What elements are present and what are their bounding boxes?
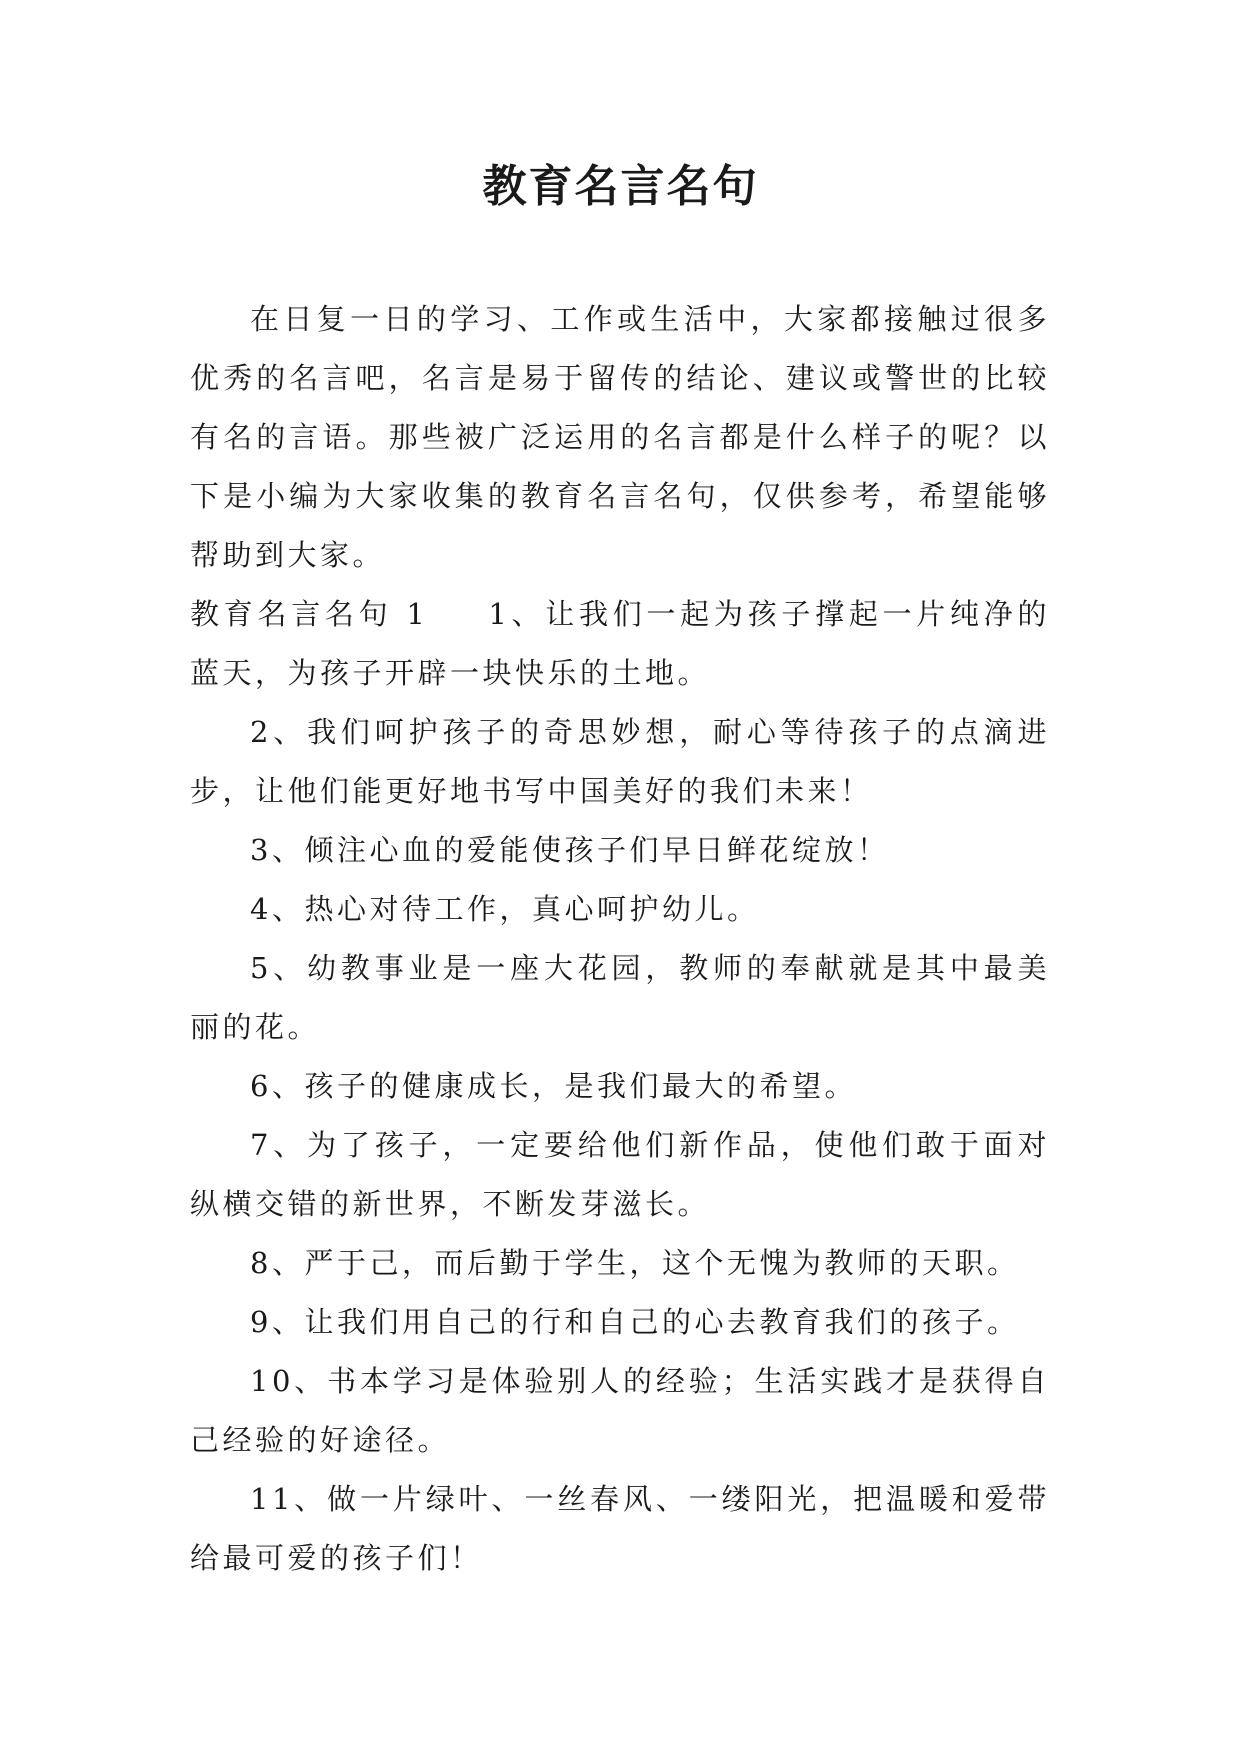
quote-item: 9、让我们用自己的行和自己的心去教育我们的孩子。 xyxy=(250,1305,1020,1339)
section-heading: 教育名言名句 1 xyxy=(190,597,429,631)
quote-item: 11、做一片绿叶、一丝春风、一缕阳光，把温暖和爱带给最可爱的孩子们！ xyxy=(190,1482,1050,1575)
quote-item: 8、严于己，而后勤于学生，这个无愧为教师的天职。 xyxy=(250,1246,1020,1280)
section-first-line xyxy=(190,585,1050,703)
quote-item: 1、让我们一起为孩子撑起一片纯净的蓝天，为孩子开辟一块快乐的土地。 xyxy=(190,597,1051,690)
document-body xyxy=(190,290,1050,1588)
quote-item: 6、孩子的健康成长，是我们最大的希望。 xyxy=(250,1069,857,1103)
quote-item: 5、幼教事业是一座大花园，教师的奉献就是其中最美丽的花。 xyxy=(190,951,1050,1044)
quote-item: 4、热心对待工作，真心呵护幼儿。 xyxy=(250,892,760,926)
quote-item: 7、为了孩子，一定要给他们新作品，使他们敢于面对纵横交错的新世界，不断发芽滋长。 xyxy=(190,1128,1050,1221)
quote-item: 3、倾注心血的爱能使孩子们早日鲜花绽放！ xyxy=(250,833,890,867)
quote-item: 2、我们呵护孩子的奇思妙想，耐心等待孩子的点滴进步，让他们能更好地书写中国美好的我们未来！ xyxy=(190,715,1050,808)
intro-paragraph: 在日复一日的学习、工作或生活中，大家都接触过很多优秀的名言吧，名言是易于留传的结论、建议或警世的比较有名的言语。那些被广泛运用的名言都是什么样子的呢？以下是小编为大家收集的教育名言名句，仅供参考，希望能够帮助到大家。 xyxy=(190,302,1050,572)
document-title: 教育名言名句 xyxy=(482,161,759,212)
quote-item: 10、书本学习是体验别人的经验；生活实践才是获得自己经验的好途径。 xyxy=(190,1364,1050,1457)
